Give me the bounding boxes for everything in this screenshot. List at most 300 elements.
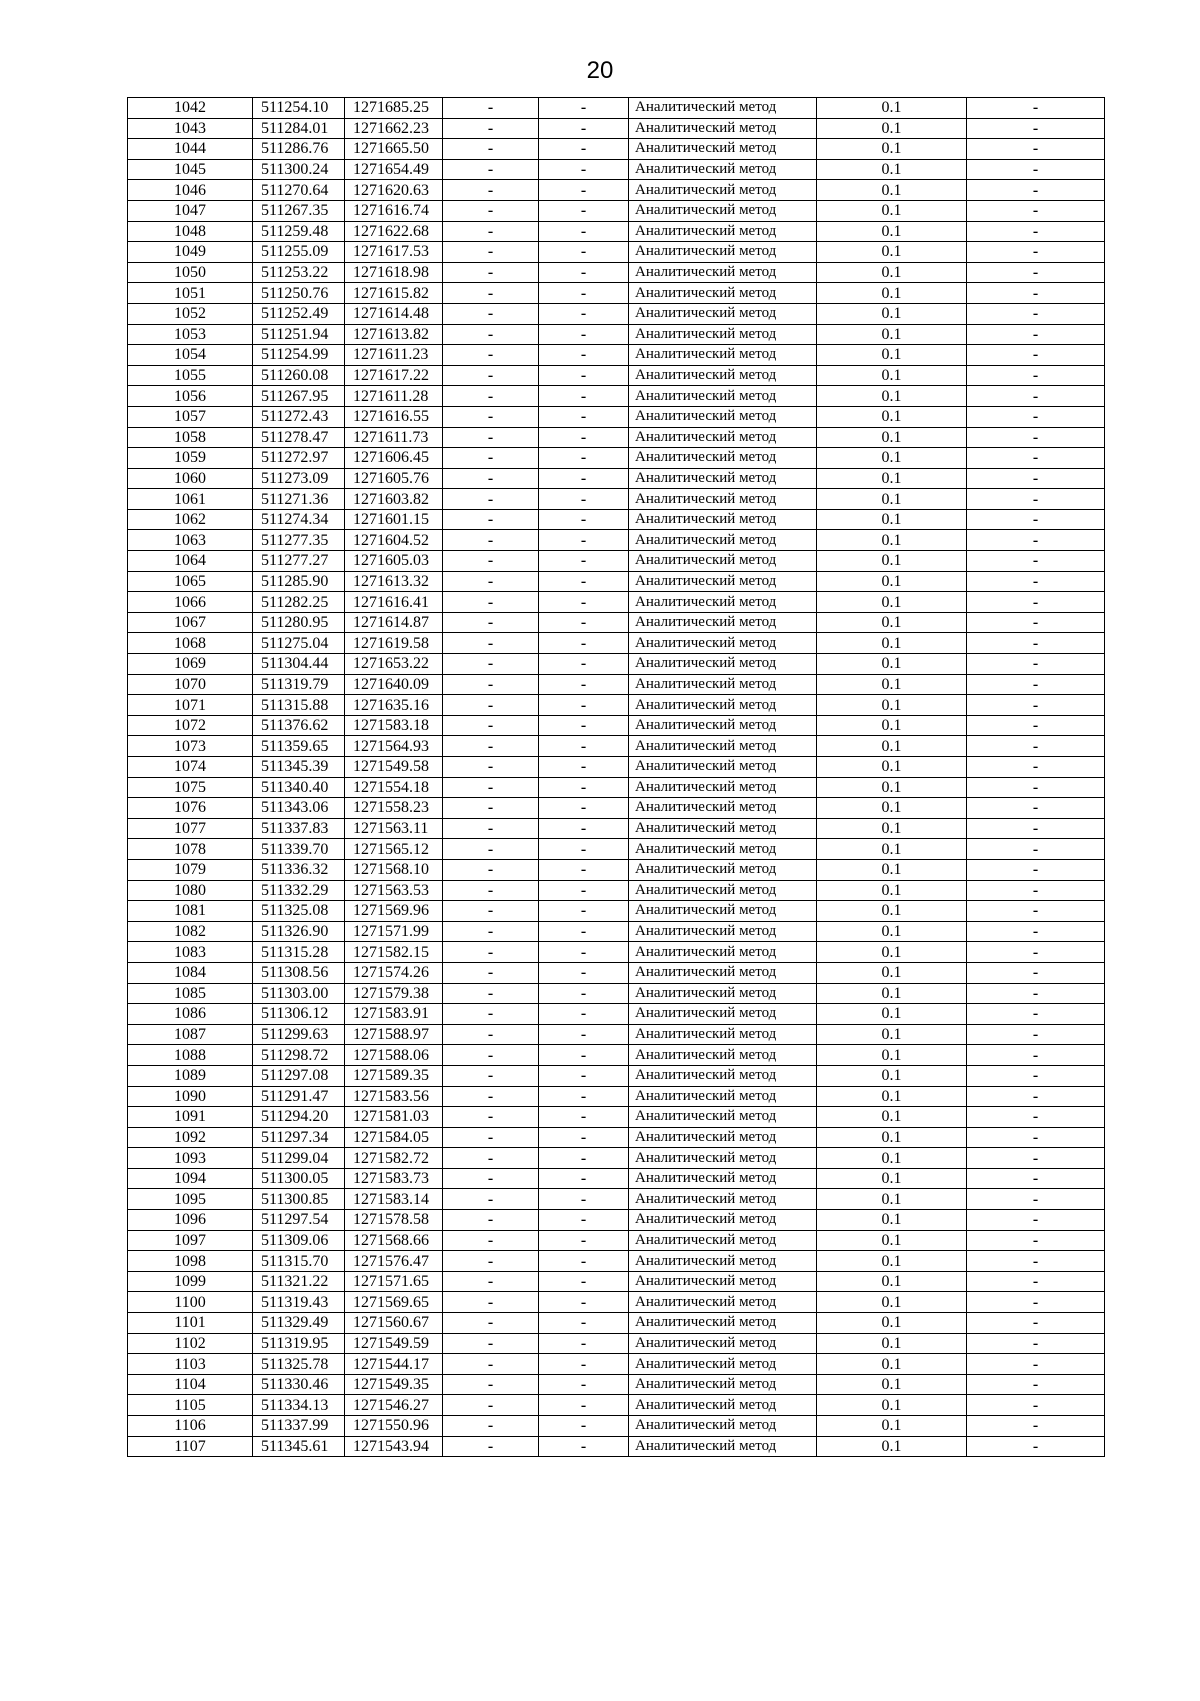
cell-field-4: -: [443, 1045, 539, 1066]
cell-field-4: -: [443, 1436, 539, 1457]
table-row: [128, 386, 1105, 407]
cell-point-number: 1070: [128, 674, 253, 695]
cell-accuracy: 0.1: [817, 489, 967, 510]
cell-point-number: 1078: [128, 839, 253, 860]
cell-field-8: -: [967, 242, 1105, 263]
cell-y-coordinate: 1271614.87: [345, 612, 443, 633]
cell-y-coordinate: 1271640.09: [345, 674, 443, 695]
cell-method: Аналитический метод: [629, 427, 817, 448]
cell-field-8: -: [967, 1416, 1105, 1437]
cell-field-5: -: [539, 942, 629, 963]
cell-field-8: -: [967, 489, 1105, 510]
cell-point-number: 1095: [128, 1189, 253, 1210]
cell-field-8: -: [967, 303, 1105, 324]
cell-accuracy: 0.1: [817, 1271, 967, 1292]
table-row: [128, 1065, 1105, 1086]
cell-point-number: 1088: [128, 1045, 253, 1066]
cell-field-8: -: [967, 283, 1105, 304]
cell-accuracy: 0.1: [817, 530, 967, 551]
cell-field-4: -: [443, 1210, 539, 1231]
cell-x-coordinate: 511319.79: [253, 674, 345, 695]
cell-field-8: -: [967, 98, 1105, 119]
cell-point-number: 1045: [128, 159, 253, 180]
cell-method: Аналитический метод: [629, 715, 817, 736]
cell-field-8: -: [967, 551, 1105, 572]
table-row: [128, 1251, 1105, 1272]
cell-accuracy: 0.1: [817, 674, 967, 695]
cell-x-coordinate: 511340.40: [253, 777, 345, 798]
cell-point-number: 1084: [128, 962, 253, 983]
cell-field-8: -: [967, 345, 1105, 366]
cell-field-5: -: [539, 777, 629, 798]
cell-field-5: -: [539, 695, 629, 716]
cell-field-4: -: [443, 1189, 539, 1210]
table-row: [128, 489, 1105, 510]
cell-accuracy: 0.1: [817, 1230, 967, 1251]
cell-accuracy: 0.1: [817, 468, 967, 489]
cell-x-coordinate: 511297.54: [253, 1210, 345, 1231]
cell-field-5: -: [539, 1416, 629, 1437]
cell-field-5: -: [539, 757, 629, 778]
cell-method: Аналитический метод: [629, 633, 817, 654]
cell-point-number: 1062: [128, 509, 253, 530]
cell-y-coordinate: 1271582.72: [345, 1148, 443, 1169]
cell-method: Аналитический метод: [629, 654, 817, 675]
table-row: [128, 1333, 1105, 1354]
table-row: [128, 571, 1105, 592]
cell-field-8: -: [967, 633, 1105, 654]
table-row: [128, 1354, 1105, 1375]
cell-method: Аналитический метод: [629, 1004, 817, 1025]
cell-field-5: -: [539, 1210, 629, 1231]
table-row: [128, 530, 1105, 551]
cell-x-coordinate: 511332.29: [253, 880, 345, 901]
cell-accuracy: 0.1: [817, 386, 967, 407]
cell-method: Аналитический метод: [629, 365, 817, 386]
cell-accuracy: 0.1: [817, 221, 967, 242]
cell-field-5: -: [539, 962, 629, 983]
cell-field-4: -: [443, 1271, 539, 1292]
cell-accuracy: 0.1: [817, 942, 967, 963]
cell-y-coordinate: 1271685.25: [345, 98, 443, 119]
cell-field-8: -: [967, 1251, 1105, 1272]
cell-y-coordinate: 1271583.14: [345, 1189, 443, 1210]
cell-x-coordinate: 511304.44: [253, 654, 345, 675]
cell-accuracy: 0.1: [817, 1251, 967, 1272]
cell-point-number: 1043: [128, 118, 253, 139]
cell-point-number: 1064: [128, 551, 253, 572]
cell-field-5: -: [539, 324, 629, 345]
table-row: [128, 880, 1105, 901]
cell-method: Аналитический метод: [629, 1354, 817, 1375]
cell-y-coordinate: 1271662.23: [345, 118, 443, 139]
cell-field-8: -: [967, 839, 1105, 860]
cell-x-coordinate: 511253.22: [253, 262, 345, 283]
coordinates-table: [127, 97, 1105, 1457]
table-row: [128, 757, 1105, 778]
cell-point-number: 1094: [128, 1168, 253, 1189]
cell-x-coordinate: 511252.49: [253, 303, 345, 324]
cell-field-5: -: [539, 612, 629, 633]
cell-point-number: 1099: [128, 1271, 253, 1292]
cell-accuracy: 0.1: [817, 633, 967, 654]
cell-accuracy: 0.1: [817, 1107, 967, 1128]
cell-x-coordinate: 511309.06: [253, 1230, 345, 1251]
cell-accuracy: 0.1: [817, 1168, 967, 1189]
cell-field-5: -: [539, 139, 629, 160]
cell-x-coordinate: 511300.05: [253, 1168, 345, 1189]
cell-x-coordinate: 511284.01: [253, 118, 345, 139]
cell-y-coordinate: 1271574.26: [345, 962, 443, 983]
cell-x-coordinate: 511286.76: [253, 139, 345, 160]
cell-field-8: -: [967, 1065, 1105, 1086]
cell-field-4: -: [443, 509, 539, 530]
table-row: [128, 983, 1105, 1004]
cell-accuracy: 0.1: [817, 736, 967, 757]
table-row: [128, 901, 1105, 922]
cell-y-coordinate: 1271549.58: [345, 757, 443, 778]
cell-method: Аналитический метод: [629, 324, 817, 345]
cell-y-coordinate: 1271654.49: [345, 159, 443, 180]
cell-y-coordinate: 1271619.58: [345, 633, 443, 654]
cell-method: Аналитический метод: [629, 1230, 817, 1251]
cell-field-4: -: [443, 386, 539, 407]
cell-field-8: -: [967, 180, 1105, 201]
cell-y-coordinate: 1271604.52: [345, 530, 443, 551]
cell-point-number: 1055: [128, 365, 253, 386]
cell-field-4: -: [443, 633, 539, 654]
cell-field-5: -: [539, 180, 629, 201]
table-row: [128, 221, 1105, 242]
cell-field-5: -: [539, 386, 629, 407]
cell-field-4: -: [443, 1065, 539, 1086]
cell-point-number: 1086: [128, 1004, 253, 1025]
cell-field-4: -: [443, 262, 539, 283]
table-row: [128, 509, 1105, 530]
cell-y-coordinate: 1271622.68: [345, 221, 443, 242]
cell-method: Аналитический метод: [629, 1251, 817, 1272]
cell-y-coordinate: 1271560.67: [345, 1313, 443, 1334]
cell-accuracy: 0.1: [817, 262, 967, 283]
cell-accuracy: 0.1: [817, 612, 967, 633]
cell-accuracy: 0.1: [817, 1189, 967, 1210]
cell-x-coordinate: 511319.43: [253, 1292, 345, 1313]
cell-point-number: 1074: [128, 757, 253, 778]
cell-field-4: -: [443, 571, 539, 592]
cell-field-4: -: [443, 283, 539, 304]
cell-field-8: -: [967, 1107, 1105, 1128]
cell-field-8: -: [967, 509, 1105, 530]
cell-method: Аналитический метод: [629, 1024, 817, 1045]
cell-point-number: 1044: [128, 139, 253, 160]
cell-x-coordinate: 511299.04: [253, 1148, 345, 1169]
table-row: [128, 818, 1105, 839]
cell-field-8: -: [967, 612, 1105, 633]
cell-y-coordinate: 1271578.58: [345, 1210, 443, 1231]
cell-x-coordinate: 511280.95: [253, 612, 345, 633]
cell-field-4: -: [443, 612, 539, 633]
cell-field-5: -: [539, 798, 629, 819]
cell-field-8: -: [967, 1374, 1105, 1395]
table-row: [128, 1024, 1105, 1045]
cell-accuracy: 0.1: [817, 139, 967, 160]
cell-field-5: -: [539, 1230, 629, 1251]
cell-x-coordinate: 511298.72: [253, 1045, 345, 1066]
cell-field-8: -: [967, 1292, 1105, 1313]
table-row: [128, 736, 1105, 757]
cell-accuracy: 0.1: [817, 757, 967, 778]
cell-y-coordinate: 1271583.91: [345, 1004, 443, 1025]
cell-point-number: 1100: [128, 1292, 253, 1313]
cell-point-number: 1077: [128, 818, 253, 839]
cell-field-5: -: [539, 921, 629, 942]
cell-point-number: 1042: [128, 98, 253, 119]
cell-method: Аналитический метод: [629, 200, 817, 221]
cell-field-4: -: [443, 530, 539, 551]
cell-point-number: 1076: [128, 798, 253, 819]
table-row: [128, 1313, 1105, 1334]
cell-point-number: 1048: [128, 221, 253, 242]
cell-point-number: 1061: [128, 489, 253, 510]
cell-field-5: -: [539, 406, 629, 427]
cell-method: Аналитический метод: [629, 571, 817, 592]
cell-method: Аналитический метод: [629, 1045, 817, 1066]
cell-field-8: -: [967, 406, 1105, 427]
cell-accuracy: 0.1: [817, 1065, 967, 1086]
cell-method: Аналитический метод: [629, 1127, 817, 1148]
cell-field-4: -: [443, 98, 539, 119]
cell-field-5: -: [539, 159, 629, 180]
cell-field-4: -: [443, 1230, 539, 1251]
cell-accuracy: 0.1: [817, 200, 967, 221]
cell-field-8: -: [967, 1148, 1105, 1169]
cell-field-4: -: [443, 1374, 539, 1395]
cell-field-4: -: [443, 139, 539, 160]
cell-accuracy: 0.1: [817, 592, 967, 613]
cell-field-4: -: [443, 962, 539, 983]
cell-x-coordinate: 511270.64: [253, 180, 345, 201]
table-row: [128, 592, 1105, 613]
cell-field-5: -: [539, 839, 629, 860]
cell-y-coordinate: 1271588.97: [345, 1024, 443, 1045]
cell-field-5: -: [539, 1374, 629, 1395]
cell-field-8: -: [967, 324, 1105, 345]
cell-field-4: -: [443, 427, 539, 448]
table-row: [128, 715, 1105, 736]
cell-method: Аналитический метод: [629, 303, 817, 324]
cell-accuracy: 0.1: [817, 1045, 967, 1066]
cell-point-number: 1054: [128, 345, 253, 366]
cell-accuracy: 0.1: [817, 1436, 967, 1457]
cell-field-5: -: [539, 859, 629, 880]
cell-x-coordinate: 511336.32: [253, 859, 345, 880]
cell-field-4: -: [443, 406, 539, 427]
cell-x-coordinate: 511282.25: [253, 592, 345, 613]
cell-field-5: -: [539, 1189, 629, 1210]
cell-field-4: -: [443, 1148, 539, 1169]
cell-accuracy: 0.1: [817, 818, 967, 839]
table-row: [128, 1086, 1105, 1107]
cell-field-4: -: [443, 1086, 539, 1107]
cell-field-4: -: [443, 757, 539, 778]
table-row: [128, 1271, 1105, 1292]
cell-field-5: -: [539, 242, 629, 263]
cell-field-4: -: [443, 180, 539, 201]
cell-field-4: -: [443, 551, 539, 572]
cell-method: Аналитический метод: [629, 1271, 817, 1292]
table-row: [128, 798, 1105, 819]
cell-x-coordinate: 511337.83: [253, 818, 345, 839]
cell-field-5: -: [539, 1333, 629, 1354]
cell-y-coordinate: 1271565.12: [345, 839, 443, 860]
cell-field-4: -: [443, 1416, 539, 1437]
cell-accuracy: 0.1: [817, 1127, 967, 1148]
cell-accuracy: 0.1: [817, 1004, 967, 1025]
cell-method: Аналитический метод: [629, 551, 817, 572]
cell-accuracy: 0.1: [817, 345, 967, 366]
table-row: [128, 612, 1105, 633]
cell-point-number: 1052: [128, 303, 253, 324]
cell-field-4: -: [443, 242, 539, 263]
cell-field-4: -: [443, 736, 539, 757]
cell-field-4: -: [443, 1024, 539, 1045]
cell-method: Аналитический метод: [629, 345, 817, 366]
cell-method: Аналитический метод: [629, 612, 817, 633]
cell-x-coordinate: 511330.46: [253, 1374, 345, 1395]
cell-y-coordinate: 1271616.41: [345, 592, 443, 613]
table-row: [128, 262, 1105, 283]
cell-y-coordinate: 1271605.76: [345, 468, 443, 489]
cell-y-coordinate: 1271582.15: [345, 942, 443, 963]
cell-field-5: -: [539, 880, 629, 901]
cell-y-coordinate: 1271635.16: [345, 695, 443, 716]
cell-method: Аналитический метод: [629, 1436, 817, 1457]
cell-x-coordinate: 511300.24: [253, 159, 345, 180]
cell-point-number: 1107: [128, 1436, 253, 1457]
cell-y-coordinate: 1271546.27: [345, 1395, 443, 1416]
cell-point-number: 1105: [128, 1395, 253, 1416]
cell-y-coordinate: 1271589.35: [345, 1065, 443, 1086]
cell-point-number: 1056: [128, 386, 253, 407]
cell-field-4: -: [443, 839, 539, 860]
cell-field-8: -: [967, 386, 1105, 407]
cell-method: Аналитический метод: [629, 695, 817, 716]
cell-x-coordinate: 511275.04: [253, 633, 345, 654]
table-row: [128, 962, 1105, 983]
cell-accuracy: 0.1: [817, 962, 967, 983]
cell-x-coordinate: 511260.08: [253, 365, 345, 386]
cell-field-5: -: [539, 571, 629, 592]
cell-accuracy: 0.1: [817, 777, 967, 798]
cell-point-number: 1053: [128, 324, 253, 345]
cell-field-4: -: [443, 715, 539, 736]
cell-y-coordinate: 1271606.45: [345, 448, 443, 469]
cell-x-coordinate: 511277.27: [253, 551, 345, 572]
cell-y-coordinate: 1271543.94: [345, 1436, 443, 1457]
cell-accuracy: 0.1: [817, 798, 967, 819]
cell-field-4: -: [443, 859, 539, 880]
cell-method: Аналитический метод: [629, 1065, 817, 1086]
table-row: [128, 1436, 1105, 1457]
table-row: [128, 448, 1105, 469]
table-row: [128, 200, 1105, 221]
cell-field-4: -: [443, 324, 539, 345]
cell-x-coordinate: 511321.22: [253, 1271, 345, 1292]
cell-field-5: -: [539, 592, 629, 613]
cell-accuracy: 0.1: [817, 303, 967, 324]
cell-method: Аналитический метод: [629, 880, 817, 901]
cell-field-4: -: [443, 159, 539, 180]
cell-field-4: -: [443, 983, 539, 1004]
cell-field-4: -: [443, 345, 539, 366]
cell-field-5: -: [539, 200, 629, 221]
cell-accuracy: 0.1: [817, 427, 967, 448]
cell-y-coordinate: 1271605.03: [345, 551, 443, 572]
cell-field-5: -: [539, 98, 629, 119]
cell-field-5: -: [539, 654, 629, 675]
cell-accuracy: 0.1: [817, 551, 967, 572]
cell-x-coordinate: 511345.39: [253, 757, 345, 778]
cell-field-8: -: [967, 921, 1105, 942]
cell-method: Аналитический метод: [629, 1333, 817, 1354]
cell-y-coordinate: 1271611.28: [345, 386, 443, 407]
cell-field-4: -: [443, 901, 539, 922]
cell-field-8: -: [967, 118, 1105, 139]
cell-field-5: -: [539, 283, 629, 304]
table-row: [128, 859, 1105, 880]
cell-x-coordinate: 511337.99: [253, 1416, 345, 1437]
cell-x-coordinate: 511267.35: [253, 200, 345, 221]
cell-y-coordinate: 1271613.82: [345, 324, 443, 345]
cell-field-8: -: [967, 942, 1105, 963]
cell-x-coordinate: 511271.36: [253, 489, 345, 510]
cell-field-8: -: [967, 1189, 1105, 1210]
cell-method: Аналитический метод: [629, 674, 817, 695]
cell-accuracy: 0.1: [817, 242, 967, 263]
cell-point-number: 1103: [128, 1354, 253, 1375]
table-body: [128, 98, 1105, 1457]
cell-accuracy: 0.1: [817, 283, 967, 304]
cell-point-number: 1075: [128, 777, 253, 798]
cell-method: Аналитический метод: [629, 139, 817, 160]
table-row: [128, 324, 1105, 345]
cell-y-coordinate: 1271583.18: [345, 715, 443, 736]
cell-field-5: -: [539, 1024, 629, 1045]
table-row: [128, 777, 1105, 798]
cell-point-number: 1072: [128, 715, 253, 736]
cell-x-coordinate: 511272.43: [253, 406, 345, 427]
cell-method: Аналитический метод: [629, 448, 817, 469]
cell-y-coordinate: 1271576.47: [345, 1251, 443, 1272]
cell-accuracy: 0.1: [817, 1333, 967, 1354]
cell-method: Аналитический метод: [629, 859, 817, 880]
cell-method: Аналитический метод: [629, 757, 817, 778]
cell-accuracy: 0.1: [817, 180, 967, 201]
cell-accuracy: 0.1: [817, 839, 967, 860]
cell-point-number: 1106: [128, 1416, 253, 1437]
cell-point-number: 1090: [128, 1086, 253, 1107]
cell-field-8: -: [967, 262, 1105, 283]
cell-field-4: -: [443, 654, 539, 675]
cell-field-8: -: [967, 859, 1105, 880]
cell-y-coordinate: 1271549.35: [345, 1374, 443, 1395]
cell-field-4: -: [443, 880, 539, 901]
cell-field-5: -: [539, 489, 629, 510]
cell-field-5: -: [539, 1148, 629, 1169]
cell-field-5: -: [539, 1354, 629, 1375]
cell-field-8: -: [967, 880, 1105, 901]
cell-y-coordinate: 1271568.10: [345, 859, 443, 880]
